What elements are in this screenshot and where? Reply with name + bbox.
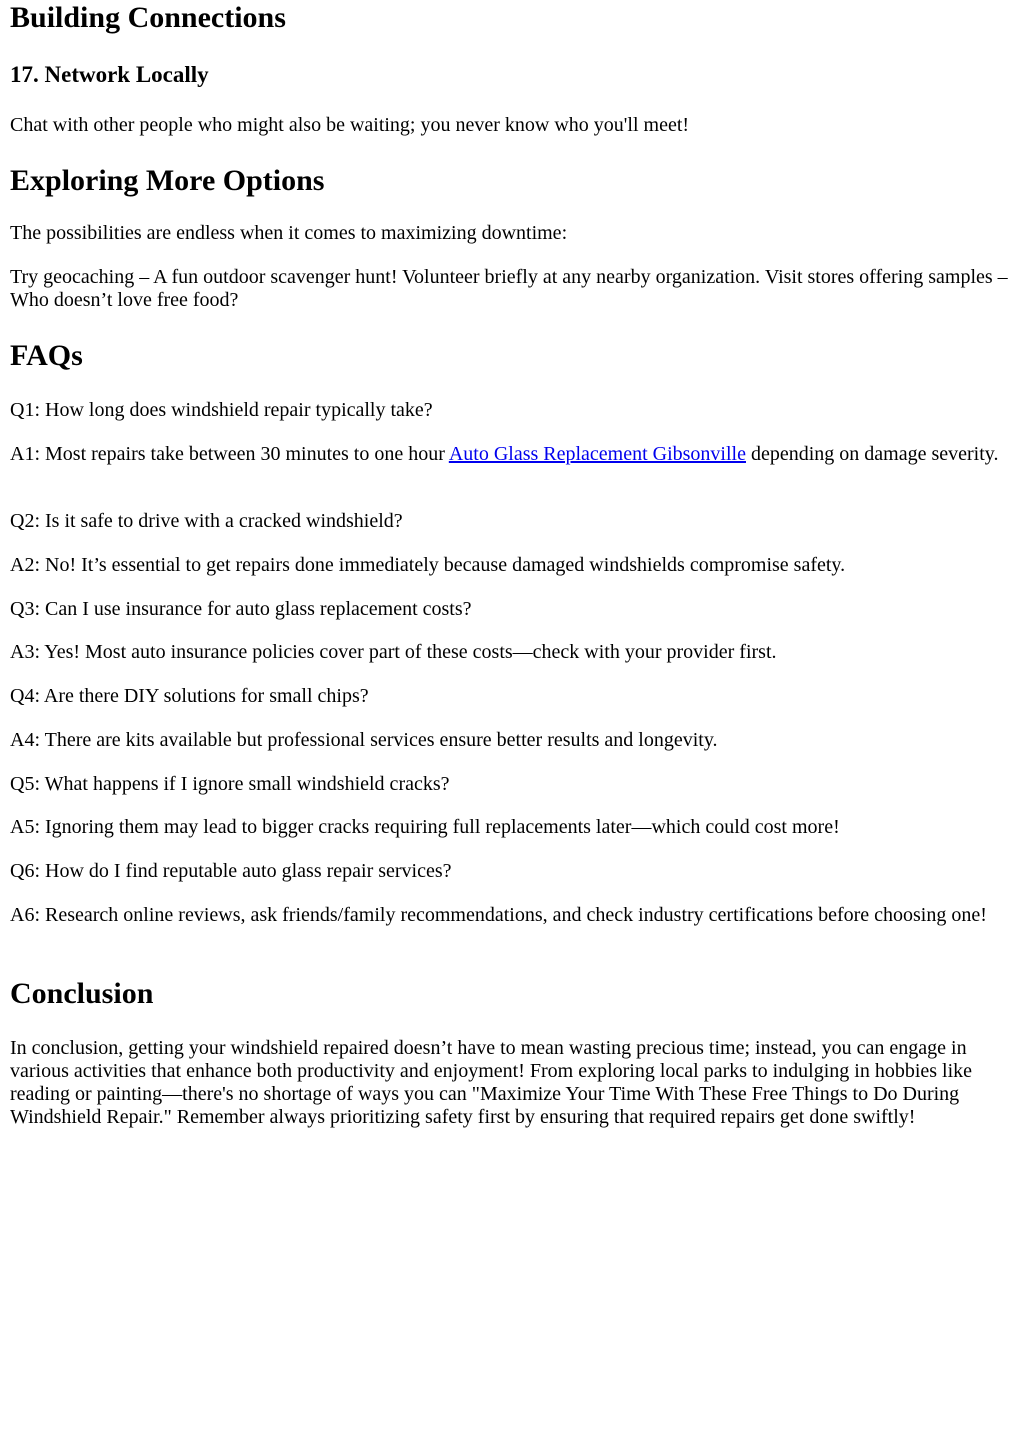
- faq-question-5: Q5: What happens if I ignore small windshield cracks?: [10, 773, 450, 795]
- paragraph-exploring-intro: The possibilities are endless when it comes to maximizing downtime:: [10, 222, 568, 244]
- heading-faqs: FAQs: [10, 339, 83, 372]
- heading-building-connections: Building Connections: [10, 1, 286, 34]
- faq-question-1: Q1: How long does windshield repair typically take?: [10, 399, 433, 421]
- faq-question-3: Q3: Can I use insurance for auto glass replacement costs?: [10, 598, 472, 620]
- faq-answer-4: A4: There are kits available but professional services ensure better results and longevity.: [10, 729, 718, 751]
- paragraph-network-locally: Chat with other people who might also be waiting; you never know who you'll meet!: [10, 114, 690, 136]
- heading-conclusion: Conclusion: [10, 977, 154, 1010]
- subheading-network-locally: 17. Network Locally: [10, 62, 209, 87]
- faq-question-6: Q6: How do I find reputable auto glass repair services?: [10, 860, 452, 882]
- faq-answer-1-text-start: A1: Most repairs take between 30 minutes to one hour: [10, 443, 449, 465]
- auto-glass-replacement-gibsonville-link[interactable]: Auto Glass Replacement Gibsonville: [448, 443, 746, 465]
- faq-answer-3: A3: Yes! Most auto insurance policies cover part of these costs—check with your provider first.: [10, 641, 777, 663]
- faq-answer-6: A6: Research online reviews, ask friends/family recommendations, and check industry certifications before choosing one!: [10, 904, 987, 926]
- faq-answer-1: [10, 443, 1010, 466]
- paragraph-exploring-options: Try geocaching – A fun outdoor scavenger hunt! Volunteer briefly at any nearby organization. Visit stores offering samples – Who doesn’t love free food?: [10, 266, 1008, 311]
- paragraph-conclusion: In conclusion, getting your windshield repaired doesn’t have to mean wasting precious time; instead, you can engage in various activities that enhance both productivity and enjoyment! From exploring local parks to indulging in hobbies like reading or painting—there's no shortage of ways you can "Maximize Your Time With These Free Things to Do During Windshield Repair." Remember always prioritizing safety first by ensuring that required repairs get done swiftly!: [10, 1037, 973, 1128]
- faq-answer-2: A2: No! It’s essential to get repairs done immediately because damaged windshields compromise safety.: [10, 554, 846, 576]
- faq-answer-1-text-end: depending on damage severity.: [745, 443, 999, 465]
- faq-answer-5: A5: Ignoring them may lead to bigger cracks requiring full replacements later—which could cost more!: [10, 816, 840, 838]
- heading-exploring-more-options: Exploring More Options: [10, 164, 325, 197]
- faq-question-2: Q2: Is it safe to drive with a cracked windshield?: [10, 510, 403, 532]
- faq-question-4: Q4: Are there DIY solutions for small chips?: [10, 685, 369, 707]
